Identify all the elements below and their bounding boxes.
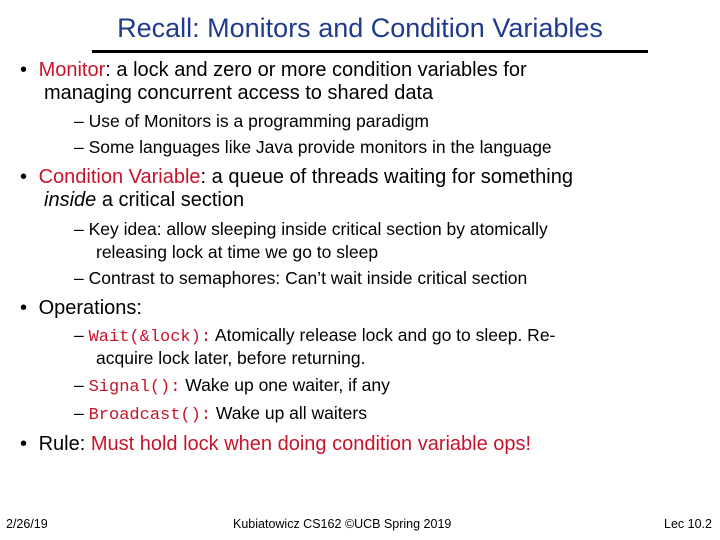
operations-label: Operations: — [38, 297, 142, 319]
signal-code: Signal(): — [88, 378, 181, 397]
condvar-term: Condition Variable — [38, 166, 201, 188]
bullet-marker: • — [20, 433, 28, 455]
bullet-monitor — [20, 59, 527, 82]
operation-wait — [74, 325, 555, 348]
footer-lecture-number: Lec 10.2 — [664, 517, 712, 531]
condvar-line-2 — [44, 189, 244, 212]
condvar-sub-2: – Contrast to semaphores: Can’t wait inside critical section — [74, 268, 528, 288]
footer-course: Kubiatowicz CS162 ©UCB Spring 2019 — [233, 517, 452, 531]
slide-title: Recall: Monitors and Condition Variables — [117, 13, 603, 43]
wait-text-1: Atomically release lock and go to sleep. Re- — [211, 325, 556, 345]
condvar-text-2: a critical section — [96, 189, 245, 211]
monitor-sub-2: – Some languages like Java provide monitors in the language — [74, 137, 552, 157]
monitor-line-2: managing concurrent access to shared data — [44, 82, 434, 104]
title-underline — [92, 50, 648, 53]
bullet-marker: • — [20, 297, 28, 319]
bullet-rule — [20, 433, 531, 456]
wait-code: Wait(&lock): — [88, 328, 212, 347]
operation-dash: – — [74, 403, 89, 423]
broadcast-code: Broadcast(): — [88, 406, 212, 425]
condvar-sub-1-line-2: releasing lock at time we go to sleep — [96, 242, 379, 262]
operation-dash: – — [74, 375, 89, 395]
condvar-text-1: : a queue of threads waiting for something — [200, 166, 573, 188]
monitor-text-1: : a lock and zero or more condition variables for — [105, 59, 527, 81]
monitor-term: Monitor — [38, 59, 106, 81]
rule-text: Must hold lock when doing condition variable ops! — [90, 433, 532, 455]
bullet-condition-variable — [20, 166, 573, 189]
bullet-marker: • — [20, 166, 28, 188]
operation-broadcast — [74, 403, 367, 426]
bullet-marker: • — [20, 59, 28, 81]
operation-dash: – — [74, 325, 89, 345]
rule-label: Rule: — [38, 433, 91, 455]
signal-text: Wake up one waiter, if any — [180, 375, 390, 395]
operation-signal — [74, 375, 390, 398]
footer-date: 2/26/19 — [6, 517, 48, 531]
monitor-sub-1: – Use of Monitors is a programming paradigm — [74, 111, 430, 131]
broadcast-text: Wake up all waiters — [211, 403, 367, 423]
condvar-sub-1-line-1: – Key idea: allow sleeping inside critical section by atomically — [74, 219, 548, 239]
bullet-operations — [20, 297, 142, 320]
condvar-inside: inside — [44, 189, 97, 211]
wait-text-2: acquire lock later, before returning. — [96, 348, 366, 368]
